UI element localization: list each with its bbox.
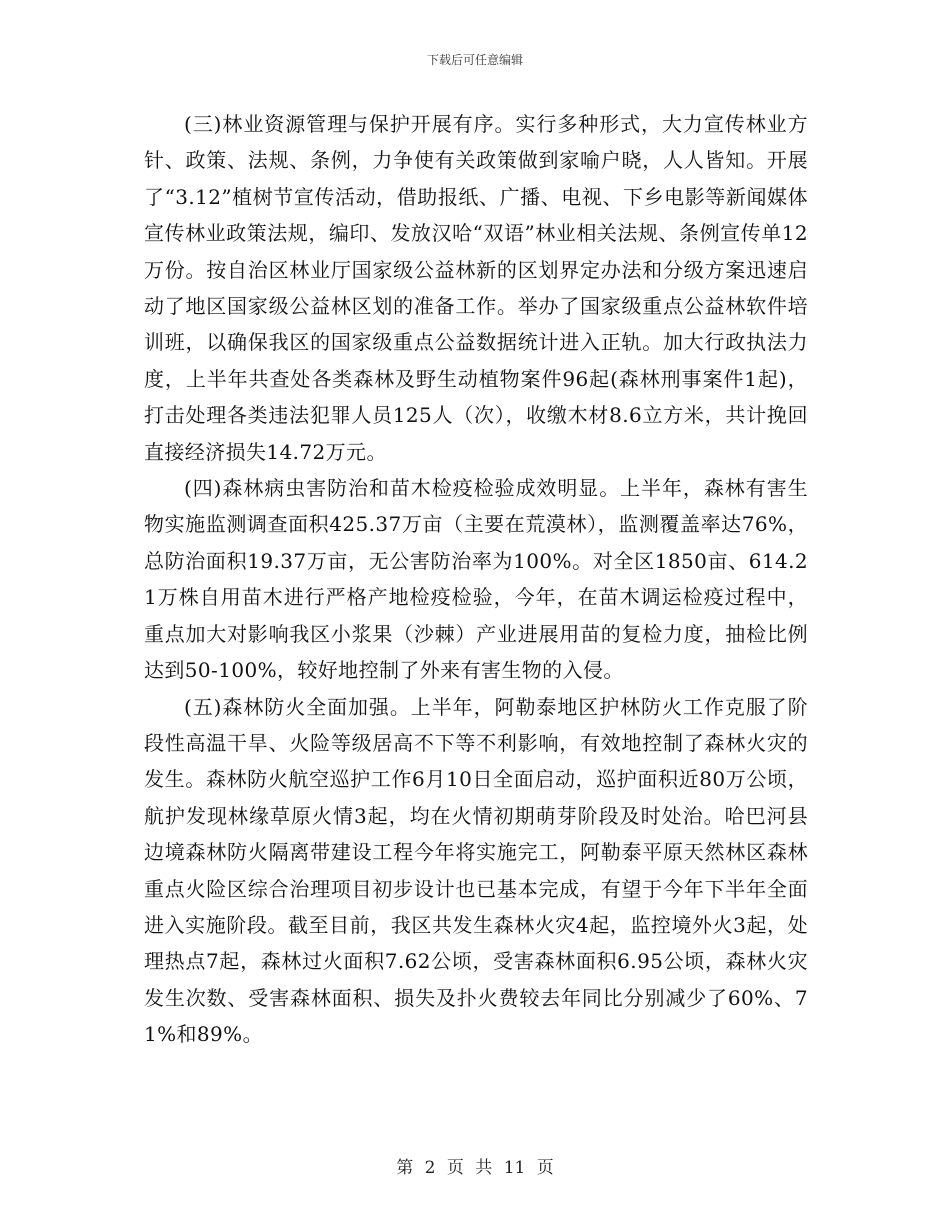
- paragraph-forest-resource-management: (三)林业资源管理与保护开展有序。实行多种形式，大力宣传林业方针、政策、法规、条例，力争使有关政策做到家喻户晓，人人皆知。开展了“3.12”植树节宣传活动，借助报纸、广播、电视、下乡电影等新闻媒体宣传林业政策法规，编印、发放汉哈“双语”林业相关法规、条例宣传单12万份。按自治区林业厅国家级公益林新的区划界定办法和分级方案迅速启动了地区国家级公益林区划的准备工作。举办了国家级重点公益林软件培训班，以确保我区的国家级重点公益数据统计进入正轨。加大行政执法力度，上半年共查处各类森林及野生动植物案件96起(森林刑事案件1起)，打击处理各类违法犯罪人员125人（次），收缴木材8.6立方米，共计挽回直接经济损失14.72万元。: [144, 112, 808, 464]
- document-body: [144, 106, 808, 1053]
- paragraph-forest-fire-prevention: (五)森林防火全面加强。上半年，阿勒泰地区护林防火工作克服了阶段性高温干旱、火险等级居高不下等不利影响，有效地控制了森林火灾的发生。森林防火航空巡护工作6月10日全面启动，巡护面积近80万公顷，航护发现林缘草原火情3起，均在火情初期萌芽阶段及时处治。哈巴河县边境森林防火隔离带建设工程今年将实施完工，阿勒泰平原天然林区森林重点火险区综合治理项目初步设计也已基本完成，有望于今年下半年全面进入实施阶段。截至目前，我区共发生森林火灾4起，监控境外火3起，处理热点7起，森林过火面积7.62公顷，受害森林面积6.95公顷，森林火灾发生次数、受害森林面积、损失及扑火费较去年同比分别减少了60%、71%和89%。: [144, 694, 808, 1047]
- page-number-footer: 第 2 页 共 11 页: [396, 1158, 554, 1178]
- page-header: 下载后可任意编辑: [426, 53, 523, 67]
- paragraph-pest-control-quarantine: (四)森林病虫害防治和苗木检疫检验成效明显。上半年，森林有害生物实施监测调查面积425.37万亩（主要在荒漠林），监测覆盖率达76%，总防治面积19.37万亩，无公害防治率为100%。对全区1850亩、614.21万株自用苗木进行严格产地检疫检验，今年，在苗木调运检疫过程中，重点加大对影响我区小浆果（沙棘）产业进展用苗的复检力度，抽检比例达到50-100%，较好地控制了外来有害生物的入侵。: [144, 476, 808, 683]
